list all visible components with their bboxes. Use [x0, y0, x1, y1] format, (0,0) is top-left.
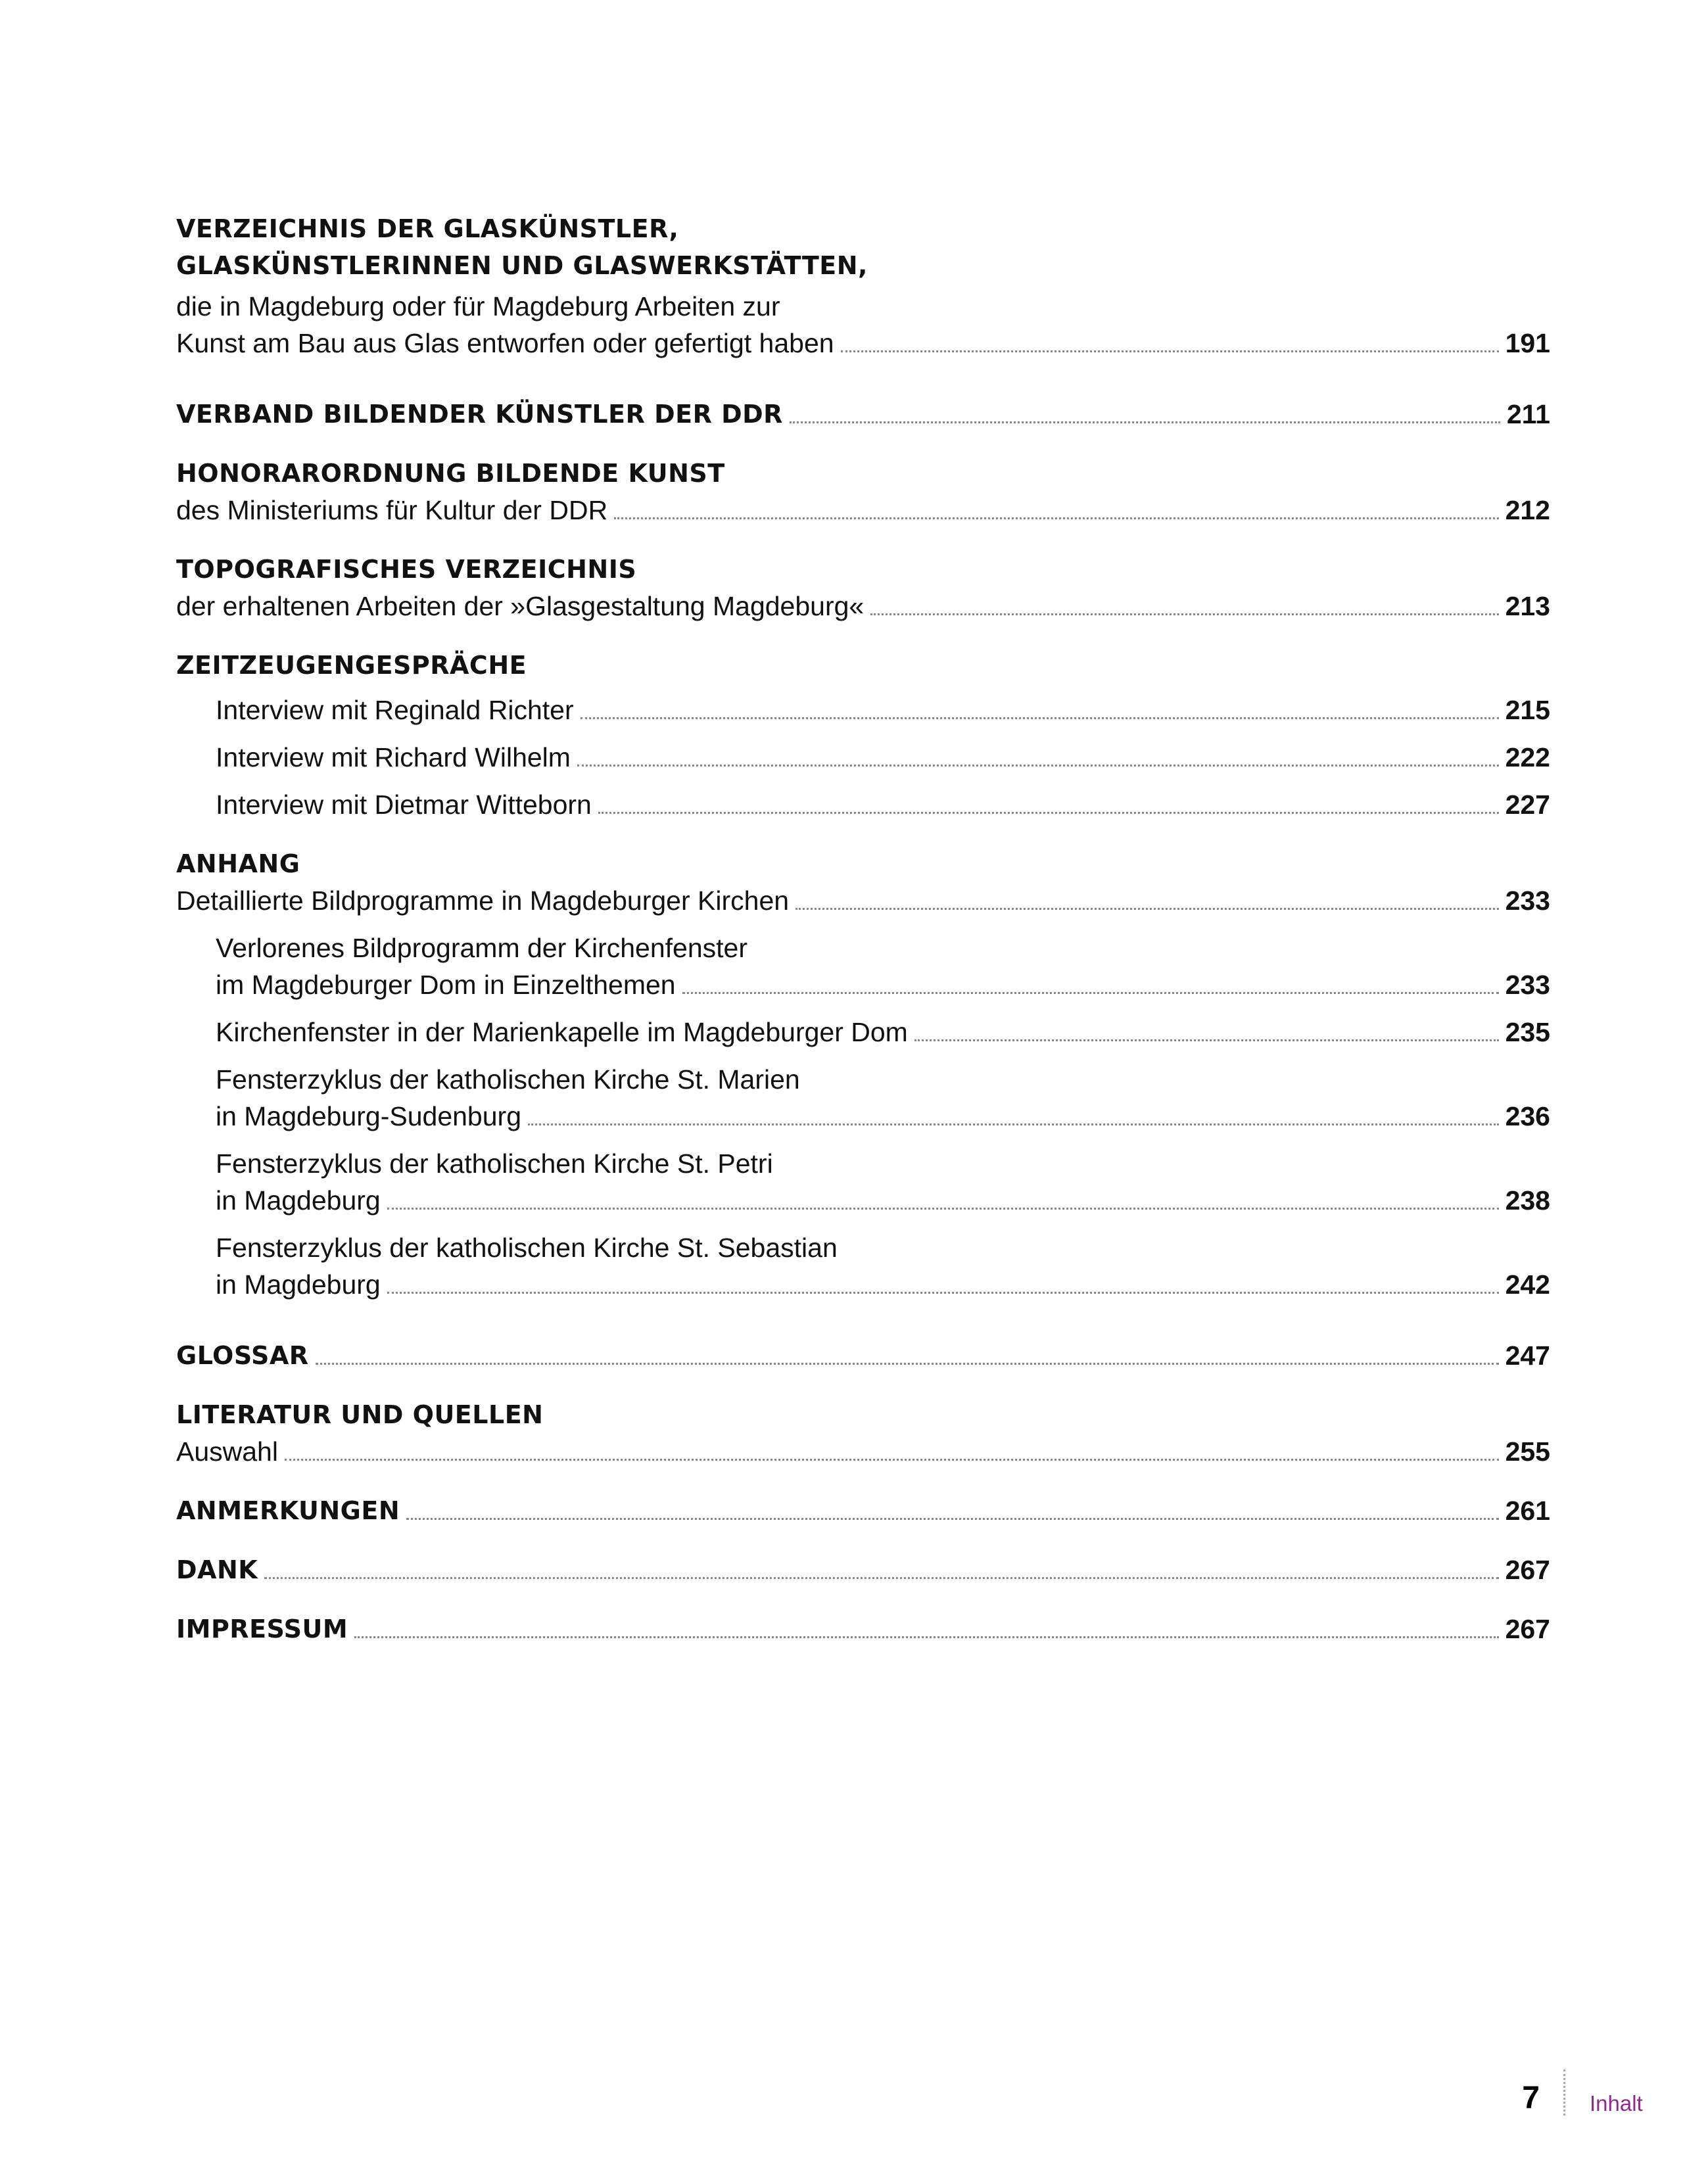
- toc-row: [216, 1266, 1550, 1303]
- toc-row: [176, 786, 1550, 823]
- entry-heading: ANHANG: [176, 849, 300, 878]
- entry-label: in Magdeburg: [216, 1269, 381, 1300]
- page-number: 212: [1505, 495, 1550, 525]
- page-number: 247: [1505, 1340, 1550, 1371]
- leader-dots: [264, 1577, 1498, 1579]
- page-number: 242: [1505, 1269, 1550, 1300]
- footer-page-number: 7: [1522, 2081, 1540, 2115]
- entry-text: Verlorenes Bildprogramm der Kirchenfenster: [216, 933, 747, 963]
- entry-heading: VERZEICHNIS DER GLASKÜNSTLER,: [176, 214, 679, 243]
- page-number: 235: [1505, 1017, 1550, 1047]
- page-number: 261: [1505, 1496, 1550, 1526]
- toc-subentry: [176, 1145, 1550, 1219]
- entry-heading: TOPOGRAFISCHES VERZEICHNIS: [176, 555, 637, 584]
- toc-row: [176, 1337, 1550, 1374]
- leader-dots: [387, 1292, 1499, 1294]
- entry-label: DANK: [176, 1555, 258, 1584]
- page-number: 211: [1506, 399, 1550, 429]
- toc-subentry: [176, 930, 1550, 1003]
- toc-row: [176, 692, 1550, 728]
- entry-text: die in Magdeburg oder für Magdeburg Arbeiten zur: [176, 291, 780, 321]
- entry-text: Fensterzyklus der katholischen Kirche St. Petri: [216, 1148, 773, 1179]
- leader-dots: [682, 992, 1499, 994]
- toc-subentry: [176, 1061, 1550, 1135]
- toc-row: [176, 882, 1550, 919]
- entry-label: IMPRESSUM: [176, 1615, 348, 1643]
- footer-section-label: Inhalt: [1590, 2091, 1643, 2115]
- entry-label: in Magdeburg: [216, 1185, 381, 1216]
- leader-dots: [528, 1123, 1499, 1125]
- entry-label: im Magdeburger Dom in Einzelthemen: [216, 970, 676, 1000]
- toc-row: [176, 396, 1550, 433]
- leader-dots: [795, 908, 1499, 910]
- page-number: 222: [1505, 742, 1550, 772]
- entry-label: ANMERKUNGEN: [176, 1496, 400, 1525]
- entry-label: der erhaltenen Arbeiten der »Glasgestaltung Magdeburg«: [176, 591, 865, 621]
- toc-entry-glaskuenstler: [176, 210, 1550, 362]
- toc-entry-anmerkungen: [176, 1492, 1550, 1529]
- page-number: 238: [1505, 1185, 1550, 1216]
- toc-subentry: [176, 1014, 1550, 1051]
- leader-dots: [316, 1363, 1499, 1365]
- entry-label: Auswahl: [176, 1436, 278, 1467]
- leader-dots: [577, 765, 1499, 767]
- page-number: 233: [1505, 970, 1550, 1000]
- entry-heading: LITERATUR UND QUELLEN: [176, 1400, 544, 1429]
- toc-entry-topografisches: [176, 551, 1550, 625]
- leader-dots: [581, 717, 1499, 719]
- entry-label: in Magdeburg-Sudenburg: [216, 1101, 521, 1131]
- toc-row: [176, 588, 1550, 625]
- toc-row: [176, 1492, 1550, 1529]
- footer-divider: [1563, 2069, 1565, 2115]
- page-number: 213: [1505, 591, 1550, 621]
- toc-row: [216, 1182, 1550, 1219]
- toc-row: [216, 1098, 1550, 1135]
- entry-heading: ZEITZEUGENGESPRÄCHE: [176, 651, 527, 680]
- entry-heading: GLASKÜNSTLERINNEN UND GLASWERKSTÄTTEN,: [176, 251, 868, 280]
- table-of-contents: [176, 210, 1550, 1647]
- toc-row: [216, 966, 1550, 1003]
- toc-row: [176, 325, 1550, 362]
- page-number: 267: [1505, 1555, 1550, 1585]
- leader-dots: [614, 517, 1498, 519]
- leader-dots: [914, 1039, 1499, 1041]
- entry-label: Detaillierte Bildprogramme in Magdeburger Kirchen: [176, 886, 790, 916]
- leader-dots: [870, 613, 1498, 615]
- entry-heading: HONORARORDNUNG BILDENDE KUNST: [176, 459, 725, 488]
- toc-entry-verband: [176, 396, 1550, 433]
- page-number: 227: [1505, 790, 1550, 820]
- toc-row: [216, 1014, 1550, 1051]
- toc-entry-impressum: [176, 1611, 1550, 1647]
- page-number: 255: [1505, 1436, 1550, 1467]
- toc-entry-glossar: [176, 1337, 1550, 1374]
- leader-dots: [598, 812, 1499, 814]
- toc-row: [176, 1551, 1550, 1588]
- toc-entry-anhang: [176, 845, 1550, 1303]
- entry-label: des Ministeriums für Kultur der DDR: [176, 495, 608, 525]
- toc-entry-honorarordnung: [176, 455, 1550, 529]
- toc-entry-literatur: [176, 1396, 1550, 1470]
- entry-label: Interview mit Dietmar Witteborn: [216, 790, 592, 820]
- page-number: 215: [1505, 695, 1550, 725]
- toc-row: [176, 492, 1550, 529]
- entry-label: Interview mit Reginald Richter: [216, 695, 574, 725]
- toc-row: [176, 739, 1550, 776]
- leader-dots: [285, 1459, 1499, 1461]
- page-number: 236: [1505, 1101, 1550, 1131]
- toc-row: [176, 1611, 1550, 1647]
- page-number: 191: [1505, 328, 1550, 358]
- entry-label: Kirchenfenster in der Marienkapelle im Magdeburger Dom: [216, 1017, 908, 1047]
- entry-text: Fensterzyklus der katholischen Kirche St. Marien: [216, 1064, 800, 1095]
- leader-dots: [406, 1518, 1498, 1520]
- toc-row: [176, 1433, 1550, 1470]
- entry-label: Kunst am Bau aus Glas entworfen oder gefertigt haben: [176, 328, 834, 358]
- leader-dots: [841, 350, 1499, 352]
- entry-label: VERBAND BILDENDER KÜNSTLER DER DDR: [176, 400, 783, 429]
- leader-dots: [790, 421, 1500, 423]
- entry-text: Fensterzyklus der katholischen Kirche St. Sebastian: [216, 1233, 838, 1263]
- page-number: 267: [1505, 1614, 1550, 1644]
- entry-label: GLOSSAR: [176, 1341, 309, 1370]
- page-number: 233: [1505, 886, 1550, 916]
- toc-subentry: [176, 1229, 1550, 1303]
- leader-dots: [387, 1208, 1499, 1210]
- entry-label: Interview mit Richard Wilhelm: [216, 742, 571, 772]
- leader-dots: [354, 1636, 1498, 1638]
- toc-entry-dank: [176, 1551, 1550, 1588]
- toc-entry-zeitzeugen: [176, 647, 1550, 823]
